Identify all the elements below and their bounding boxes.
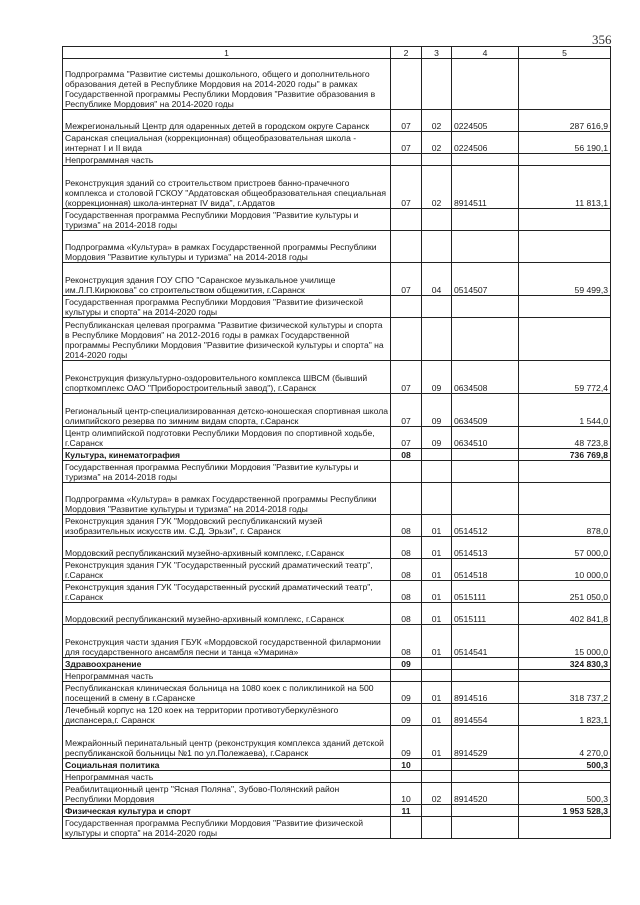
cell-name: Реконструкция физкультурно-оздоровительного комплекса ШВСМ (бывший спорткомплекс ОАО "Приборостроительный завод"), г.Саранск: [63, 361, 391, 394]
cell-subsection: [422, 209, 452, 231]
cell-subsection: [422, 449, 452, 461]
cell-article: 0634508: [452, 361, 519, 394]
cell-section: [391, 209, 422, 231]
cell-subsection: [422, 318, 452, 361]
cell-section: 08: [391, 537, 422, 559]
cell-section: 07: [391, 110, 422, 132]
table-row: [63, 603, 611, 625]
cell-article: [452, 658, 519, 670]
cell-amount: 500,3: [519, 759, 611, 771]
cell-section: 07: [391, 394, 422, 427]
table-row: [63, 670, 611, 682]
cell-name: Республиканская клиническая больница на 1080 коек с поликлиникой на 500 посещений в смену в г.Саранске: [63, 682, 391, 704]
cell-name: Государственная программа Республики Мордовия "Развитие физической культуры и спорта" на 2014-2020 годы: [63, 817, 391, 839]
cell-name: Реконструкция здания ГУК "Мордовский республиканский музей изобразительных искусств им. С.Д. Эрьзи", г. Саранск: [63, 515, 391, 537]
cell-article: 0515111: [452, 603, 519, 625]
cell-article: [452, 461, 519, 483]
cell-amount: 56 190,1: [519, 132, 611, 154]
cell-name: Региональный центр-специализированная детско-юношеская спортивная школа олимпийского резерва по зимним видам спорта, г.Саранск: [63, 394, 391, 427]
cell-section: 07: [391, 166, 422, 209]
cell-section: 11: [391, 805, 422, 817]
cell-article: 0224506: [452, 132, 519, 154]
header-col-article: 4: [452, 47, 519, 59]
table-row: [63, 682, 611, 704]
cell-subsection: 04: [422, 263, 452, 296]
cell-section: 09: [391, 682, 422, 704]
cell-article: 0634509: [452, 394, 519, 427]
cell-amount: 57 000,0: [519, 537, 611, 559]
cell-subsection: 01: [422, 581, 452, 603]
cell-article: [452, 805, 519, 817]
cell-amount: 59 499,3: [519, 263, 611, 296]
table-row: [63, 166, 611, 209]
cell-amount: 736 769,8: [519, 449, 611, 461]
cell-amount: [519, 209, 611, 231]
cell-subsection: 01: [422, 537, 452, 559]
table-row: [63, 559, 611, 581]
cell-subsection: [422, 759, 452, 771]
cell-subsection: [422, 296, 452, 318]
cell-subsection: 01: [422, 515, 452, 537]
cell-article: [452, 483, 519, 515]
cell-name: Республиканская целевая программа "Развитие физической культуры и спорта в Республике Мордовия" на 2012-2016 годы в рамках Государственной программы Республики Мордовия "Развитие физической культуры и спорта" на 2014-2020 годы: [63, 318, 391, 361]
cell-amount: 324 830,3: [519, 658, 611, 670]
cell-section: 07: [391, 132, 422, 154]
cell-amount: 11 813,1: [519, 166, 611, 209]
table-row: [63, 783, 611, 805]
header-col-subsection: 3: [422, 47, 452, 59]
cell-subsection: [422, 154, 452, 166]
cell-subsection: 01: [422, 625, 452, 658]
cell-name: Подпрограмма «Культура» в рамках Государственной программы Республики Мордовия "Развитие культуры и туризма" на 2014-2018 годы: [63, 231, 391, 263]
cell-article: [452, 209, 519, 231]
cell-article: [452, 449, 519, 461]
cell-article: 0634510: [452, 427, 519, 449]
table-row: [63, 361, 611, 394]
cell-article: 8914529: [452, 726, 519, 759]
cell-subsection: [422, 461, 452, 483]
table-row: [63, 581, 611, 603]
cell-amount: [519, 154, 611, 166]
cell-amount: 15 000,0: [519, 625, 611, 658]
cell-name: Непрограммная часть: [63, 771, 391, 783]
cell-amount: 10 000,0: [519, 559, 611, 581]
cell-subsection: [422, 771, 452, 783]
cell-article: [452, 817, 519, 839]
cell-amount: [519, 296, 611, 318]
cell-amount: 1 544,0: [519, 394, 611, 427]
cell-section: 08: [391, 581, 422, 603]
cell-article: 0514512: [452, 515, 519, 537]
cell-subsection: [422, 59, 452, 110]
cell-subsection: 01: [422, 704, 452, 726]
cell-section: [391, 461, 422, 483]
cell-section: [391, 483, 422, 515]
table-row: [63, 704, 611, 726]
cell-subsection: 09: [422, 361, 452, 394]
cell-amount: [519, 670, 611, 682]
cell-amount: 318 737,2: [519, 682, 611, 704]
cell-name: Непрограммная часть: [63, 154, 391, 166]
cell-article: 0514513: [452, 537, 519, 559]
table-row: [63, 231, 611, 263]
table-row: [63, 483, 611, 515]
cell-section: 07: [391, 361, 422, 394]
cell-subsection: [422, 658, 452, 670]
table-row: [63, 771, 611, 783]
cell-subsection: [422, 483, 452, 515]
cell-amount: 1 823,1: [519, 704, 611, 726]
cell-article: [452, 231, 519, 263]
cell-subsection: 01: [422, 726, 452, 759]
cell-amount: 59 772,4: [519, 361, 611, 394]
cell-subsection: 02: [422, 132, 452, 154]
cell-section: [391, 296, 422, 318]
cell-section: 09: [391, 726, 422, 759]
cell-subsection: 02: [422, 110, 452, 132]
cell-amount: [519, 231, 611, 263]
cell-name: Физическая культура и спорт: [63, 805, 391, 817]
cell-section: [391, 318, 422, 361]
table-row: [63, 625, 611, 658]
cell-name: Реабилитационный центр "Ясная Поляна", Зубово-Полянский район Республики Мордовия: [63, 783, 391, 805]
cell-amount: [519, 817, 611, 839]
cell-article: 0515111: [452, 581, 519, 603]
cell-amount: [519, 483, 611, 515]
cell-article: 0224505: [452, 110, 519, 132]
cell-amount: [519, 59, 611, 110]
cell-subsection: 09: [422, 427, 452, 449]
cell-name: Реконструкция здания ГОУ СПО "Саранское музыкальное училище им.Л.П.Кирюкова" со строительством общежития, г.Саранск: [63, 263, 391, 296]
table-row: [63, 110, 611, 132]
cell-name: Мордовский республиканский музейно-архивный комплекс, г.Саранск: [63, 603, 391, 625]
header-col-amount: 5: [519, 47, 611, 59]
cell-name: Государственная программа Республики Мордовия "Развитие культуры и туризма" на 2014-2018 годы: [63, 209, 391, 231]
table-row: [63, 817, 611, 839]
budget-table: [62, 46, 611, 839]
table-row: [63, 132, 611, 154]
table-row: [63, 449, 611, 461]
table-row: [63, 209, 611, 231]
page-number: 356: [592, 32, 612, 47]
cell-section: 08: [391, 559, 422, 581]
cell-amount: 402 841,8: [519, 603, 611, 625]
table-row: [63, 263, 611, 296]
cell-amount: 878,0: [519, 515, 611, 537]
cell-amount: [519, 318, 611, 361]
table-row: [63, 461, 611, 483]
cell-section: 10: [391, 783, 422, 805]
table-row: [63, 318, 611, 361]
cell-section: [391, 771, 422, 783]
cell-name: Непрограммная часть: [63, 670, 391, 682]
cell-name: Мордовский республиканский музейно-архивный комплекс, г.Саранск: [63, 537, 391, 559]
cell-name: Здравоохранение: [63, 658, 391, 670]
cell-article: 0514507: [452, 263, 519, 296]
table-row: [63, 394, 611, 427]
table-row: [63, 805, 611, 817]
cell-subsection: 02: [422, 783, 452, 805]
cell-article: 0514518: [452, 559, 519, 581]
cell-name: Лечебный корпус на 120 коек на территории противотуберкулёзного диспансера,г. Саранск: [63, 704, 391, 726]
cell-name: Подпрограмма "Развитие системы дошкольного, общего и дополнительного образования детей в Республике Мордовия на 2014-2020 годы" в рамках Государственной программы Республики Мордовия "Развитие образования в Республике Мордовия" на 2014-2020 годы: [63, 59, 391, 110]
cell-name: Культура, кинематография: [63, 449, 391, 461]
cell-article: 8914511: [452, 166, 519, 209]
cell-section: 09: [391, 658, 422, 670]
cell-section: 08: [391, 603, 422, 625]
cell-article: [452, 670, 519, 682]
cell-section: 08: [391, 625, 422, 658]
table-row: [63, 726, 611, 759]
cell-name: Реконструкция здания ГУК "Государственный русский драматический театр", г.Саранск: [63, 559, 391, 581]
cell-article: [452, 296, 519, 318]
cell-name: Реконструкция здания ГУК "Государственный русский драматический театр", г.Саранск: [63, 581, 391, 603]
cell-name: Межрайонный перинатальный центр (реконструкция комплекса зданий детской республиканской больницы №1 по ул.Полежаева), г.Саранск: [63, 726, 391, 759]
cell-section: 07: [391, 427, 422, 449]
cell-section: [391, 231, 422, 263]
cell-amount: 1 953 528,3: [519, 805, 611, 817]
header-row: [63, 47, 611, 59]
cell-subsection: 09: [422, 394, 452, 427]
cell-amount: 500,3: [519, 783, 611, 805]
cell-article: 8914554: [452, 704, 519, 726]
cell-subsection: [422, 817, 452, 839]
cell-amount: 287 616,9: [519, 110, 611, 132]
cell-name: Государственная программа Республики Мордовия "Развитие культуры и туризма" на 2014-2018 годы: [63, 461, 391, 483]
cell-name: Государственная программа Республики Мордовия "Развитие физической культуры и спорта" на 2014-2020 годы: [63, 296, 391, 318]
cell-name: Саранская специальная (коррекционная) общеобразовательная школа - интернат I и II вида: [63, 132, 391, 154]
cell-name: Межрегиональный Центр для одаренных детей в городском округе Саранск: [63, 110, 391, 132]
header-col-section: 2: [391, 47, 422, 59]
cell-section: [391, 59, 422, 110]
table-row: [63, 759, 611, 771]
cell-subsection: 01: [422, 603, 452, 625]
cell-section: 10: [391, 759, 422, 771]
header-col-name: 1: [63, 47, 391, 59]
table-row: [63, 427, 611, 449]
cell-name: Реконструкция зданий со строительством пристроев банно-прачечного комплекса и столовой ГСКОУ "Ардатовская общеобразовательная специальная (коррекционная) школа-интернат IV вида", г.Ардатов: [63, 166, 391, 209]
cell-subsection: 01: [422, 682, 452, 704]
table-row: [63, 515, 611, 537]
cell-section: 08: [391, 449, 422, 461]
cell-name: Подпрограмма «Культура» в рамках Государственной программы Республики Мордовия "Развитие культуры и туризма" на 2014-2018 годы: [63, 483, 391, 515]
cell-subsection: 02: [422, 166, 452, 209]
cell-section: [391, 670, 422, 682]
cell-article: 0514541: [452, 625, 519, 658]
cell-amount: 4 270,0: [519, 726, 611, 759]
cell-article: [452, 318, 519, 361]
cell-section: 09: [391, 704, 422, 726]
cell-article: [452, 59, 519, 110]
cell-subsection: [422, 231, 452, 263]
cell-subsection: [422, 670, 452, 682]
cell-amount: [519, 771, 611, 783]
cell-section: [391, 817, 422, 839]
table-row: [63, 154, 611, 166]
cell-name: Социальная политика: [63, 759, 391, 771]
cell-name: Центр олимпийской подготовки Республики Мордовия по спортивной ходьбе, г.Саранск: [63, 427, 391, 449]
table-row: [63, 537, 611, 559]
cell-subsection: [422, 805, 452, 817]
cell-section: 07: [391, 263, 422, 296]
table-row: [63, 658, 611, 670]
cell-name: Реконструкция части здания ГБУК «Мордовской государственной филармонии для государственного ансамбля песни и танца «Умарина»: [63, 625, 391, 658]
table-row: [63, 296, 611, 318]
cell-section: 08: [391, 515, 422, 537]
table-row: [63, 59, 611, 110]
cell-amount: 251 050,0: [519, 581, 611, 603]
table-body: [63, 59, 611, 839]
cell-article: 8914516: [452, 682, 519, 704]
cell-subsection: 01: [422, 559, 452, 581]
cell-amount: 48 723,8: [519, 427, 611, 449]
cell-article: 8914520: [452, 783, 519, 805]
cell-section: [391, 154, 422, 166]
cell-article: [452, 154, 519, 166]
cell-article: [452, 759, 519, 771]
cell-amount: [519, 461, 611, 483]
cell-article: [452, 771, 519, 783]
